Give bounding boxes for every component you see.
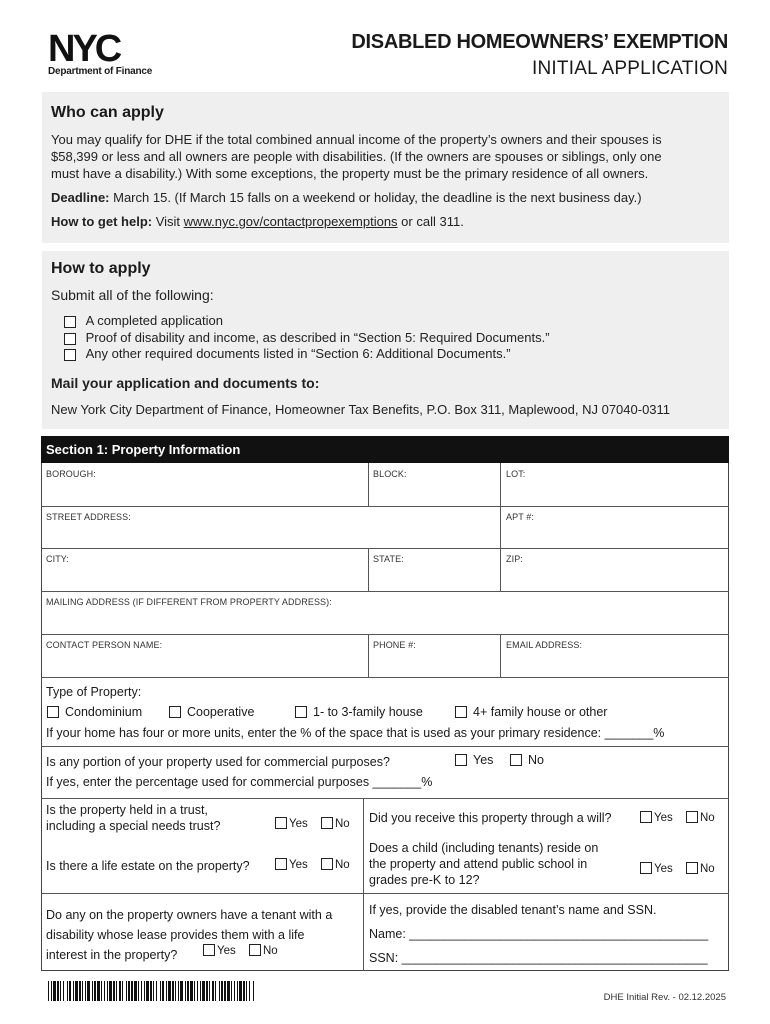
tenant-name-field[interactable]: Name: ___________________________________________ [369,927,709,941]
department-name: Department of Finance [48,66,153,77]
barcode-bar [160,981,161,1001]
barcode-bar [224,981,226,1001]
col-divider [368,548,369,591]
option-label: No [263,945,278,958]
barcode-bar [227,981,230,1001]
option-cooperative[interactable] [169,705,254,719]
deadline-line [51,189,721,206]
barcode-bar [97,981,100,1001]
barcode-bar [138,981,139,1001]
option-label: No [335,859,350,872]
barcode-bar [239,981,242,1001]
barcode-bar [194,981,195,1001]
document-subtitle: INITIAL APPLICATION [532,58,728,79]
barcode-bar [60,981,61,1001]
checklist-item [64,329,550,346]
tenant-question-text: Do any on the property owners have a tenant with a disability whose lease provides them with a life interest in the property? [46,908,333,962]
mail-heading: Mail your application and documents to: [51,375,320,391]
col-divider [500,634,501,677]
barcode-bar [51,981,52,1001]
tenant-no[interactable] [249,945,278,957]
checkbox[interactable] [295,706,307,718]
help-line [51,213,721,230]
option-label: Yes [654,863,673,876]
row-divider [41,548,729,549]
checkbox[interactable] [321,817,333,829]
barcode-bar [141,981,142,1001]
barcode-bar [153,981,154,1001]
option-label: No [528,753,544,767]
barcode-bar [85,981,86,1001]
checkbox[interactable] [275,858,287,870]
street-address-field[interactable]: STREET ADDRESS: [46,512,131,522]
barcode-bar [156,981,157,1001]
child-school-question: Does a child (including tenants) reside on the property and attend public school in grades pre-K to 12? [369,841,599,887]
checklist-checkbox[interactable] [64,349,76,361]
checkbox[interactable] [455,706,467,718]
barcode-bar [200,981,201,1001]
row-divider [41,893,729,894]
submit-intro: Submit all of the following: [51,287,214,303]
row-divider [41,798,729,799]
commercial-no[interactable] [510,753,544,767]
barcode-bar [172,981,174,1001]
checklist-checkbox[interactable] [64,316,76,328]
option-label: Yes [217,945,236,958]
checkbox[interactable] [249,944,261,956]
property-type-label: Type of Property: [46,685,142,699]
trust-no[interactable] [321,818,350,830]
checkbox[interactable] [203,944,215,956]
col-divider [363,798,364,971]
barcode-bar [206,981,208,1001]
help-label: How to get help: [51,214,153,229]
checklist-item [64,345,511,362]
barcode-bar [101,981,102,1001]
checklist-item-label: Any other required documents listed in “Section 6: Additional Documents.” [85,346,511,361]
barcode-bar [180,981,183,1001]
option-condominium[interactable] [47,705,142,719]
how-to-apply-panel [42,251,729,429]
barcode-bar [69,981,71,1001]
life-estate-question: Is there a life estate on the property? [46,859,250,873]
zip-field[interactable]: ZIP: [506,554,523,564]
option-label: Yes [654,812,673,825]
option-label: No [700,863,715,876]
barcode-bar [231,981,232,1001]
city-field[interactable]: CITY: [46,554,70,564]
how-to-apply-heading: How to apply [51,260,151,277]
barcode-bar [79,981,81,1001]
barcode-bar [131,981,133,1001]
email-field[interactable]: EMAIL ADDRESS: [506,640,583,650]
child-school-yes[interactable] [640,863,673,875]
checkbox[interactable] [275,817,287,829]
barcode-bar [190,981,193,1001]
revision-label: DHE Initial Rev. - 02.12.2025 [603,992,726,1003]
barcode-bar [75,981,78,1001]
option-1-3-family[interactable] [295,705,423,719]
mail-address: New York City Department of Finance, Homeowner Tax Benefits, P.O. Box 311, Maplewood, NJ 07040-0311 [51,402,671,417]
child-school-no[interactable] [686,863,715,875]
option-label: No [700,812,715,825]
lot-field[interactable]: LOT: [506,469,526,479]
barcode-bar [243,981,245,1001]
checkbox[interactable] [47,706,59,718]
option-label: Cooperative [187,705,255,719]
barcode-bar [128,981,130,1001]
commercial-use-question: Is any portion of your property used for commercial purposes? [46,755,390,769]
nyc-logo-mark [48,30,144,64]
will-yes[interactable] [640,812,673,824]
barcode-bar [185,981,186,1001]
barcode-bar [246,981,247,1001]
barcode-bar [109,981,112,1001]
col-divider [500,548,501,591]
life-estate-no[interactable] [321,859,350,871]
row-divider [41,506,729,507]
col-divider [368,634,369,677]
barcode-bar [92,981,93,1001]
col-divider [500,506,501,548]
state-field[interactable]: STATE: [373,554,404,564]
barcode-bar [73,981,74,1001]
barcode-bar [53,981,56,1001]
help-pre: Visit [152,214,184,229]
block-field[interactable]: BLOCK: [373,469,407,479]
barcode-bar [94,981,96,1001]
checkbox[interactable] [640,811,652,823]
barcode-bar [209,981,210,1001]
barcode-bar [146,981,149,1001]
trust-yes[interactable] [275,818,308,830]
checkbox[interactable] [321,858,333,870]
commercial-percent-question[interactable]: If yes, enter the percentage used for commercial purposes _______% [46,775,433,789]
barcode-bar [237,981,238,1001]
col-divider [368,463,369,506]
tenant-ssn-field[interactable]: SSN: ____________________________________________ [369,951,708,965]
mailing-address-field[interactable]: MAILING ADDRESS (IF DIFFERENT FROM PROPERTY ADDRESS): [46,597,332,607]
option-label: Condominium [65,705,143,719]
barcode-bar [212,981,214,1001]
barcode-bar [134,981,137,1001]
section1-header: Section 1: Property Information [41,436,729,463]
document-title: DISABLED HOMEOWNERS’ EXEMPTION [351,31,728,53]
barcode-bar [175,981,176,1001]
barcode-bar [187,981,189,1001]
barcode-bar [113,981,115,1001]
deadline-label: Deadline: [51,190,110,205]
barcode-bar [144,981,145,1001]
barcode-bar [116,981,117,1001]
barcode-bar [122,981,123,1001]
barcode-bar [57,981,59,1001]
barcode-bar [119,981,121,1001]
help-post: or call 311. [397,214,464,229]
barcode-bar [126,981,127,1001]
barcode-bar [197,981,198,1001]
who-can-apply-heading: Who can apply [51,104,164,121]
trust-question: Is the property held in a trust, including a special needs trust? [46,803,221,833]
borough-field[interactable]: BOROUGH: [46,469,96,479]
checkbox[interactable] [510,754,522,766]
barcode-bar [150,981,152,1001]
svg-text:NYC: NYC [48,30,120,64]
checkbox[interactable] [686,862,698,874]
barcode-bar [168,981,171,1001]
row-divider [41,634,729,635]
option-label: Yes [473,753,494,767]
row-divider [41,746,729,747]
apt-field[interactable]: APT #: [506,512,534,522]
help-link[interactable]: www.nyc.gov/contactpropexemptions [183,214,398,229]
tenant-provide-instruction: If yes, provide the disabled tenant’s name and SSN. [369,903,657,917]
contact-name-field[interactable]: CONTACT PERSON NAME: [46,640,163,650]
barcode-bar [202,981,205,1001]
checklist-checkbox[interactable] [64,333,76,345]
who-can-apply-panel [42,92,729,243]
barcode-bar [234,981,235,1001]
barcode-bar [63,981,64,1001]
checkbox[interactable] [455,754,467,766]
will-question: Did you receive this property through a will? [369,811,612,825]
row-divider [41,677,729,678]
checklist-item [64,312,223,329]
checklist-item-label: Proof of disability and income, as described in “Section 5: Required Documents.” [85,330,550,345]
barcode-bar [249,981,250,1001]
barcode-bar [82,981,83,1001]
barcode-bar [87,981,90,1001]
barcode-bar [166,981,167,1001]
row-divider [41,591,729,592]
barcode-bar [221,981,223,1001]
barcode-bar [215,981,216,1001]
eligibility-text: You may qualify for DHE if the total combined annual income of the property’s owners and their spouses is $58,399 or less and all owners are people with disabilities. (If the owners are spouses or siblings, only one must have a disability.) With some exceptions, the property must be the primary residence of all owners. [51,132,662,181]
barcode [48,981,255,1001]
commercial-yes[interactable] [455,753,493,767]
option-label: Yes [289,818,308,831]
checkbox[interactable] [169,706,181,718]
phone-field[interactable]: PHONE #: [373,640,416,650]
life-estate-yes[interactable] [275,859,308,871]
barcode-bar [253,981,254,1001]
primary-residence-percent-question[interactable]: If your home has four or more units, enter the % of the space that is used as your primary residence: _______% [46,726,665,740]
barcode-bar [178,981,179,1001]
barcode-bar [67,981,68,1001]
col-divider [500,463,501,506]
option-label: No [335,818,350,831]
option-label: Yes [289,859,308,872]
barcode-bar [48,981,49,1001]
tenant-question [46,905,346,965]
checkbox[interactable] [640,862,652,874]
barcode-bar [104,981,105,1001]
checklist-item-label: A completed application [85,313,223,328]
barcode-bar [162,981,164,1001]
deadline-text: March 15. (If March 15 falls on a weekend or holiday, the deadline is the next business day.) [109,190,642,205]
will-no[interactable] [686,812,715,824]
option-4plus-family[interactable] [455,705,607,719]
checkbox[interactable] [686,811,698,823]
barcode-bar [107,981,108,1001]
option-label: 4+ family house or other [473,705,608,719]
tenant-yes[interactable] [203,945,236,957]
barcode-bar [219,981,220,1001]
option-label: 1- to 3-family house [313,705,423,719]
